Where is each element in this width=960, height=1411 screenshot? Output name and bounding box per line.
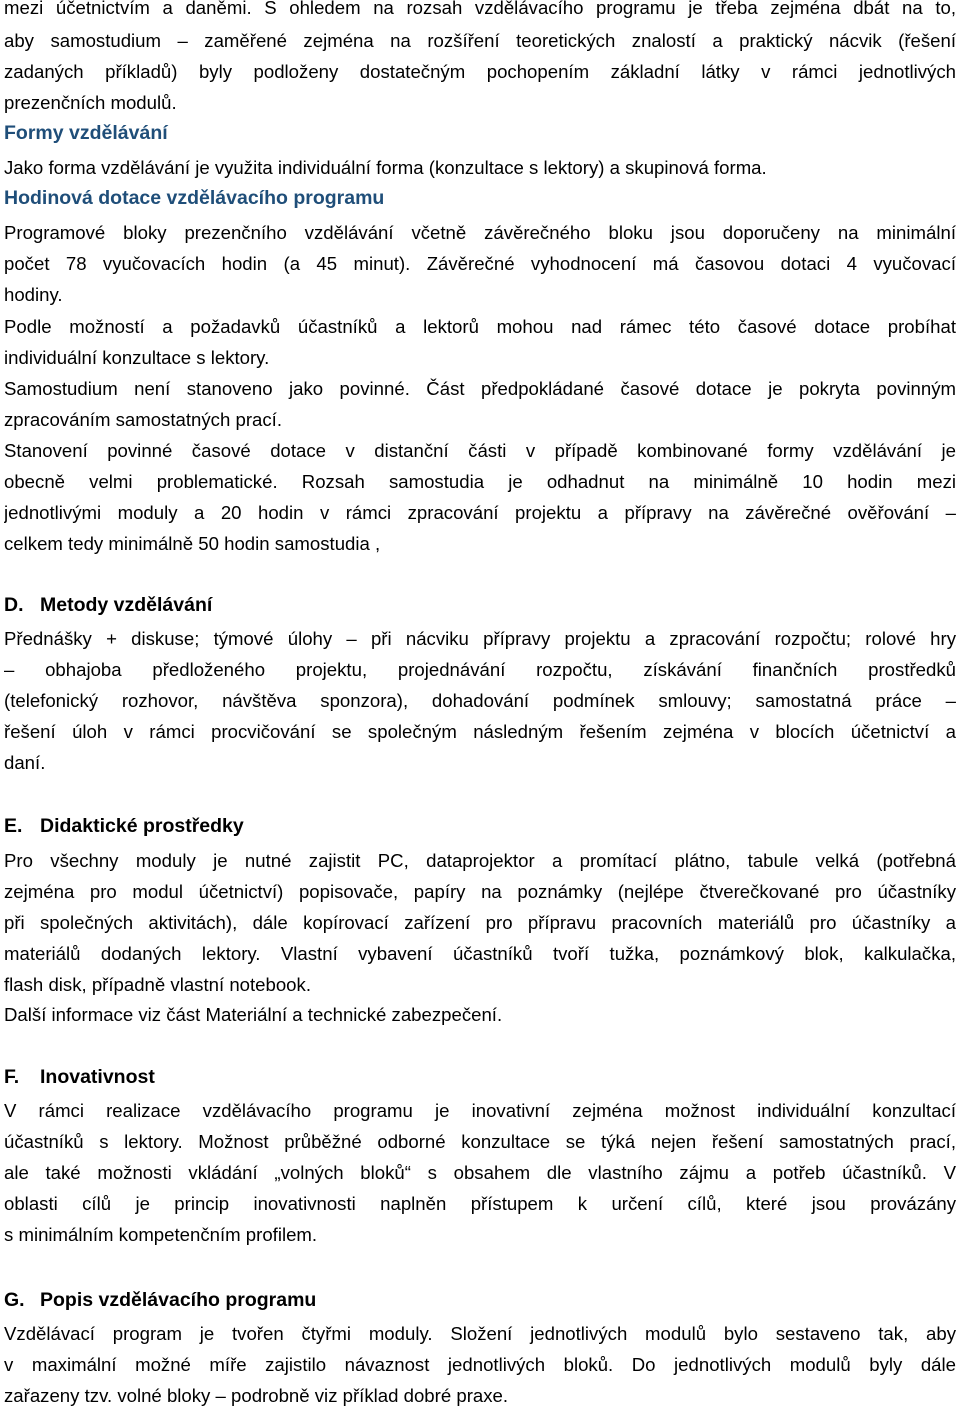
section-heading-d — [4, 590, 956, 621]
paragraph-line: Samostudium není stanoveno jako povinné. Část předpokládané časové dotace je pokryta povinným — [4, 378, 956, 399]
paragraph-line: jednotlivými moduly a 20 hodin v rámci zpracování projektu a přípravy na závěrečné ověřování – — [4, 502, 956, 523]
paragraph-line: Programové bloky prezenčního vzdělávání včetně závěrečného bloku jsou doporučeny na minimální — [4, 222, 956, 243]
paragraph-line: oblasti cílů je princip inovativnosti naplněn přístupem k určení cílů, které jsou provázány — [4, 1193, 956, 1214]
section-letter: D. — [4, 594, 24, 616]
paragraph-line: ale také možnosti vkládání „volných bloků“ s obsahem dle vlastního zájmu a potřeb účastníků. V — [4, 1162, 956, 1183]
section-letter: G. — [4, 1289, 25, 1311]
paragraph-line: zpracováním samostatných prací. — [4, 409, 282, 430]
paragraph-line: v maximální možné míře zajistilo návaznost jednotlivých bloků. Do jednotlivých modulů byly dále — [4, 1354, 956, 1375]
paragraph-line: zadaných příkladů) byly podloženy dostatečným pochopením základní látky v rámci jednotlivých — [4, 61, 956, 82]
paragraph-line: zejména pro modul účetnictví) popisovače, papíry na poznámky (nejlépe čtverečkované pro účastníky — [4, 881, 956, 902]
paragraph-line: aby samostudium – zaměřené zejména na rozšíření teoretických znalostí a praktický nácvik (řešení — [4, 30, 956, 51]
heading-formy-vzdelavani: Formy vzdělávání — [4, 122, 168, 144]
section-title: Inovativnost — [40, 1066, 155, 1088]
paragraph-line: Stanovení povinné časové dotace v distanční části v případě kombinované formy vzdělávání je — [4, 440, 956, 461]
section-title: Metody vzdělávání — [40, 594, 213, 616]
heading-hodinova-dotace: Hodinová dotace vzdělávacího programu — [4, 187, 385, 209]
paragraph-line: obecně velmi problematické. Rozsah samostudia je odhadnut na minimálně 10 hodin mezi — [4, 471, 956, 492]
paragraph-line: flash disk, případně vlastní notebook. — [4, 974, 311, 995]
paragraph-line: účastníků s lektory. Možnost průběžné odborné konzultace se týká nejen řešení samostatných prací, — [4, 1131, 956, 1152]
paragraph-line: řešení úloh v rámci procvičování se společným následným řešením zejména v blocích účetnictví a — [4, 721, 956, 742]
paragraph-line: daní. — [4, 752, 46, 773]
paragraph-line: počet 78 vyučovacích hodin (a 45 minut). Závěrečné vyhodnocení má časovou dotaci 4 vyučovací — [4, 253, 956, 274]
paragraph-line: zařazeny tzv. volné bloky – podrobně viz příklad dobré praxe. — [4, 1385, 509, 1406]
paragraph-line: individuální konzultace s lektory. — [4, 347, 270, 368]
paragraph-line: prezenčních modulů. — [4, 92, 177, 113]
paragraph-line: materiálů dodaných lektory. Vlastní vybavení účastníků tvoří tužka, poznámkový blok, kalkulačka, — [4, 943, 956, 964]
paragraph-line: – obhajoba předloženého projektu, projednávání rozpočtu, získávání finančních prostředků — [4, 659, 956, 680]
paragraph-line: při společných aktivitách), dále kopírovací zařízení pro přípravu pracovních materiálů pro účastníky a — [4, 912, 956, 933]
section-heading-f — [4, 1062, 956, 1093]
section-title: Popis vzdělávacího programu — [40, 1289, 317, 1311]
section-heading-e — [4, 811, 956, 842]
paragraph-line: Přednášky + diskuse; týmové úlohy – při nácviku přípravy projektu a zpracování rozpočtu; rolové hry — [4, 628, 956, 649]
paragraph-line: V rámci realizace vzdělávacího programu je inovativní zejména možnost individuální konzultací — [4, 1100, 956, 1121]
paragraph-line: (telefonický rozhovor, návštěva sponzora), dohadování podmínek smlouvy; samostatná práce – — [4, 690, 956, 711]
paragraph-line: mezi účetnictvím a daněmi. S ohledem na rozsah vzdělávacího programu je třeba zejména dbát na to, — [4, 0, 956, 18]
paragraph-line: Podle možností a požadavků účastníků a lektorů mohou nad rámec této časové dotace probíhat — [4, 316, 956, 337]
paragraph-line: celkem tedy minimálně 50 hodin samostudia , — [4, 533, 381, 554]
section-letter: E. — [4, 815, 23, 837]
section-title: Didaktické prostředky — [40, 815, 244, 837]
paragraph-line: Pro všechny moduly je nutné zajistit PC, dataprojektor a promítací plátno, tabule velká (potřebná — [4, 850, 956, 871]
paragraph-line: Jako forma vzdělávání je využita individuální forma (konzultace s lektory) a skupinová forma. — [4, 157, 767, 178]
paragraph-line: Další informace viz část Materiální a technické zabezpečení. — [4, 1004, 503, 1025]
paragraph-line: hodiny. — [4, 284, 63, 305]
section-letter: F. — [4, 1066, 20, 1088]
section-heading-g — [4, 1285, 956, 1316]
paragraph-line: s minimálním kompetenčním profilem. — [4, 1224, 318, 1245]
paragraph-line: Vzdělávací program je tvořen čtyřmi moduly. Složení jednotlivých modulů bylo sestaveno tak, aby — [4, 1323, 956, 1344]
